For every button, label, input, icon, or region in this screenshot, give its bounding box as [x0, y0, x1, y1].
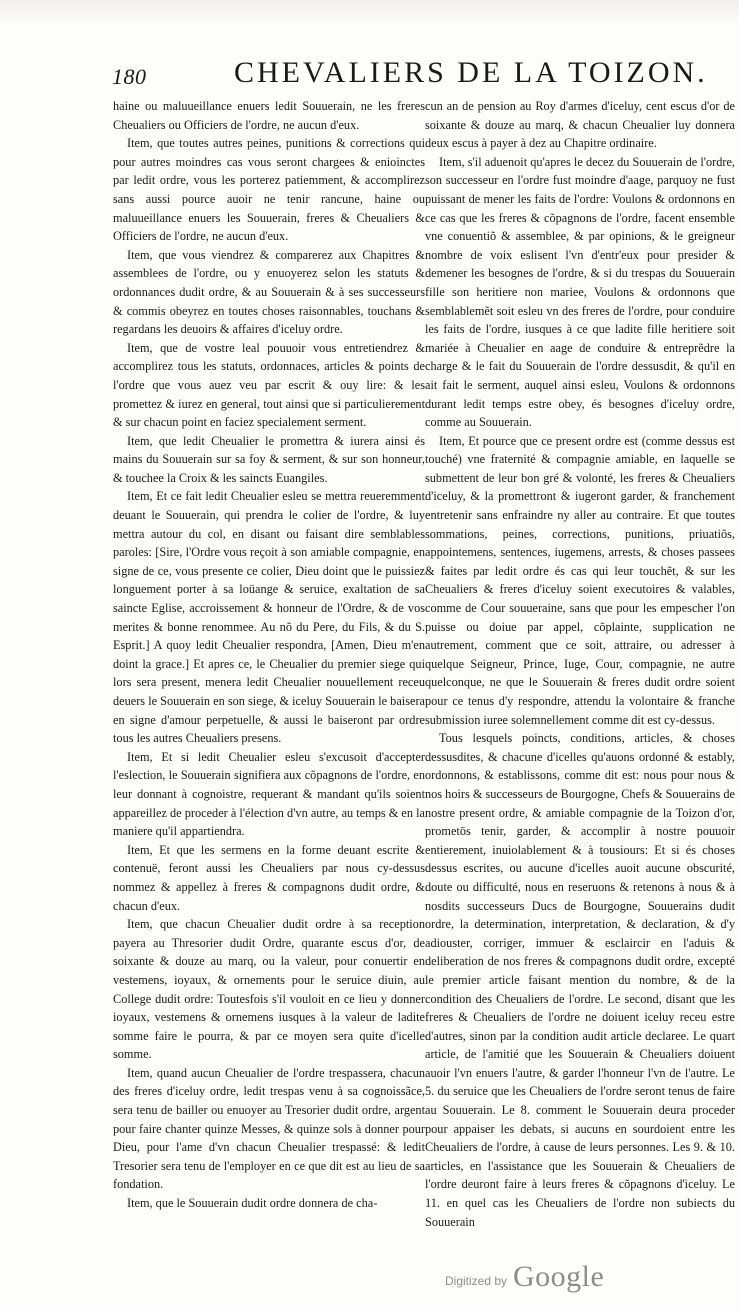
paragraph: Item, que vous viendrez & comparerez aux Chapitres & assemblees de l'ordre, ou y enuoyerez selon les statuts & ordonnances dudit ordre, & au Souuerain & à ses successeurs & commis obeyrez en toutes choses raisonnables, touchans & regardans les deuoirs & affaires d'iceluy ordre.	[113, 247, 425, 337]
paragraph: haine ou maluueillance enuers ledit Souuerain, ne les freres Cheualiers ou Officiers de l'ordre, ne aucun d'eux.	[113, 99, 425, 132]
page-number: 180	[112, 64, 147, 89]
paragraph: Item, que chacun Cheualier dudit ordre à sa reception payera au Thresorier dudit Ordre, quarante escus d'or, de soixante & douze au marq, ou la valeur, pour conuertir en vestemens, ioyaux, & ornements pour le seruice diuin, au College dudit ordre: Toutesfois s'il vouloit en ce lieu y donner ioyaux, vestemens & ornemens iusques à la valeur de ladite somme faire le pourra, & par ce moyen sera quite d'icelle somme.	[113, 917, 425, 1062]
paragraph: Item, que toutes autres peines, punitions & corrections qui pour autres moindres cas vous seront chargees & enioinctes par ledit ordre, vous les porterez patiemment, & accomplirez sans aussi pource auoir ne tenir rancune, haine ou maluueillance enuers les Souuerain, freres & Cheualiers & Officiers de l'ordre, ne aucun d'eux.	[113, 136, 425, 244]
digitized-watermark	[445, 1262, 705, 1294]
paragraph: Item, Et pource que ce present ordre est (comme dessus est touché) vne fraternité & compagnie amiable, en laquelle se submettent de leur bon gré & volonté, les freres & Cheualiers d'iceluy, & la promettront & iugeront garder, & franchement entretenir sans enfraindre ny aller au contraire. Et que toutes sommations, peines, corrections, punitions, priuatiõs, appointemens, sentences, iugemens, arrests, & choses passees & faites par ledit ordre és cas qui leur touchẽt, & sur les Cheualiers & freres d'iceluy soient executoires & valables, comme de Cour souueraine, sans que pour les empescher l'on puisse ou doiue par appel, cõplainte, supplication ne autrement, comment que ce soit, attraire, ou adresser à quelque Seigneur, Prince, Iuge, Cour, compagnie, ne autre quelconque, ne que le Souuerain & freres dudit ordre soient pour ce tenus d'y respondre, attendu la volontaire & franche submission iuree solemnellement comme dit est cy-dessus.	[425, 433, 735, 727]
paragraph: Item, que de vostre leal pouuoir vous entretiendrez & accomplirez tous les statuts, ordonnaces, articles & points de l'ordre que vous auez veu par escrit & ouy lire: & les promettez & iurez en general, tout ainsi que si particulierement & sur chacun point en faciez specialement serment.	[113, 340, 425, 430]
right-column	[425, 97, 735, 1247]
page-header	[112, 52, 712, 96]
paragraph: Tous lesquels poincts, conditions, articles, & choses dessusdites, & chacune d'icelles qu'auons ordonné & estably, ordonnons, & establissons, comme dit est: nous pour nous & nos hoirs & successeurs de Bourgogne, Chefs & Souuerains de nostre present ordre, & amiable compagnie de la Toizon d'or, prometōs tenir, garder, & accomplir à nostre pouuoir entierement, inuiolablement & à tousiours: Et si és choses dessus escrites, ou aucune d'icelles auoit aucune obscurité, doute ou difficulté, nous en reseruons & retenons à nous & à nosdits successeurs Ducs de Bourgogne, Souuerains dudit ordre, la determination, interpretation, & declaration, & d'y adiouster, corriger, immuer & esclaircir en l'aduis & deliberation de nos freres & compagnons dudit ordre, excepté le premier article faisant mention du nombre, & de la condition des Cheualiers de l'ordre. Le second, disant que les freres & Cheualiers de l'ordre ne doiuent iceluy receu estre d'autres, sinon par la condition audit article declaree. Le quart article, de l'amitié que les Souuerain & Cheualiers doiuent auoir l'vn enuers l'autre, & garder l'honneur l'vn de l'autre. Le 5. du seruice que les Cheualiers de l'ordre seront tenus de faire au Souuerain. Le 8. comment le Souuerain deura proceder pour appaiser les debats, si aucuns en sourdoient entre les Cheualiers de l'ordre, à cause de leurs personnes. Les 9. & 10. articles, en l'assistance que les Souuerain & Cheualiers de l'ordre deuront faire à leurs freres & cõpagnons d'iceluy. Le 11. en quel cas les Cheualiers de l'ordre non subiects du Souuerain	[425, 731, 735, 1229]
page-top-edge	[0, 0, 739, 26]
paragraph: Item, que le Souuerain dudit ordre donnera de cha-	[127, 1196, 378, 1211]
google-logo: Google	[513, 1260, 605, 1293]
paragraph: Item, Et que les sermens en la forme deuant escrite & contenuë, feront aussi les Cheualiers par nous cy-dessus nommez & appellez à freres & compagnons dudit ordre, & chacun d'eux.	[113, 842, 425, 913]
column-gutter	[422, 97, 423, 1247]
paragraph: Item, quand aucun Cheualier de l'ordre trespassera, chacun des freres d'iceluy ordre, ledit trespas venu à sa cognoissãce, sera tenu de bailler ou enuoyer au Tresorier dudit ordre, argent pour faire chanter quinze Messes, & quinze sols à donner pour Dieu, pour l'ame d'vn chacun Cheualier trespassé: & ledit Tresorier sera tenu de l'employer en ce que dit est au lieu de sa fondation.	[113, 1065, 425, 1192]
paragraph: Item, que ledit Cheualier le promettra & iurera ainsi és mains du Souuerain sur sa foy & serment, & sur son honneur, & touchee la Croix & les saincts Euangiles.	[113, 433, 425, 485]
paragraph: cun an de pension au Roy d'armes d'iceluy, cent escus d'or de soixante & douze au marq, & chacun Cheualier luy donnera deux escus à payer à dez au Chapitre ordinaire.	[425, 99, 735, 151]
watermark-prefix: Digitized by	[445, 1274, 508, 1288]
left-column	[113, 97, 425, 1247]
paragraph: Item, s'il aduenoit qu'apres le decez du Souuerain de l'ordre, son successeur en l'ordre fust moindre d'aage, parquoy ne fust puissant de mener les faits de l'ordre: Voulons & ordonnons en ce cas que les freres & cõpagnons de l'ordre, facent ensemble vne conuentiõ & assemblee, & par opinions, & le greigneur nombre de voix eslisent l'vn d'entr'eux pour presider & demener les besognes de l'ordre, & si du trespas du Souuerain fille son heritiere non mariee, Voulons & ordonnons que semblablemẽt soit esleu vn des freres de l'ordre, pour conduire les faits de l'ordre, iusques à ce que ladite fille heritiere soit mariée à Cheualier en aage de conduire & entreprẽdre la charge & le fait du Souuerain de l'ordre dessusdit, & qu'il en ait fait le serment, auquel ainsi esleu, Voulons & ordonnons durant ledit temps estre obey, és besognes d'iceluy ordre, comme au Souuerain.	[425, 154, 735, 430]
paragraph: Item, Et ce fait ledit Cheualier esleu se mettra reueremment deuant le Souuerain, qui prendra le colier de l'ordre, & luy mettra autour du col, en disant ou faisant dire semblables paroles: [Sire, l'Ordre vous reçoit à son amiable compagnie, en signe de ce, vous presente ce colier, Dieu doint que le puissiez longuement porter à sa loüange & seruice, exaltation de sa saincte Eglise, accroissement & honneur de l'Ordre, & de vos merites & bonne renommee. Au nõ du Pere, du Fils, & du S. Esprit.] A quoy ledit Cheualier respondra, [Amen, Dieu m'en doint la grace.] Et apres ce, le Cheualier du premier siege qui lors sera present, menera ledit Cheualier nouuellement receu deuers le Souuerain en son siege, & iceluy Souuerain le baisera en signe d'amour perpetuelle, & aussi le baiseront par ordre tous les autres Cheualiers presens.	[113, 489, 425, 746]
running-title: CHEVALIERS DE LA TOIZON.	[234, 56, 708, 89]
paragraph: Item, Et si ledit Cheualier esleu s'excusoit d'accepter l'eslection, le Souuerain signifiera aux cõpagnons de l'ordre, en leur donnant à cognoistre, requerant & mandant qu'ils soient appareillez de proceder à l'élection d'vn autre, au temps & en la maniere qu'il appartiendra.	[113, 749, 425, 839]
